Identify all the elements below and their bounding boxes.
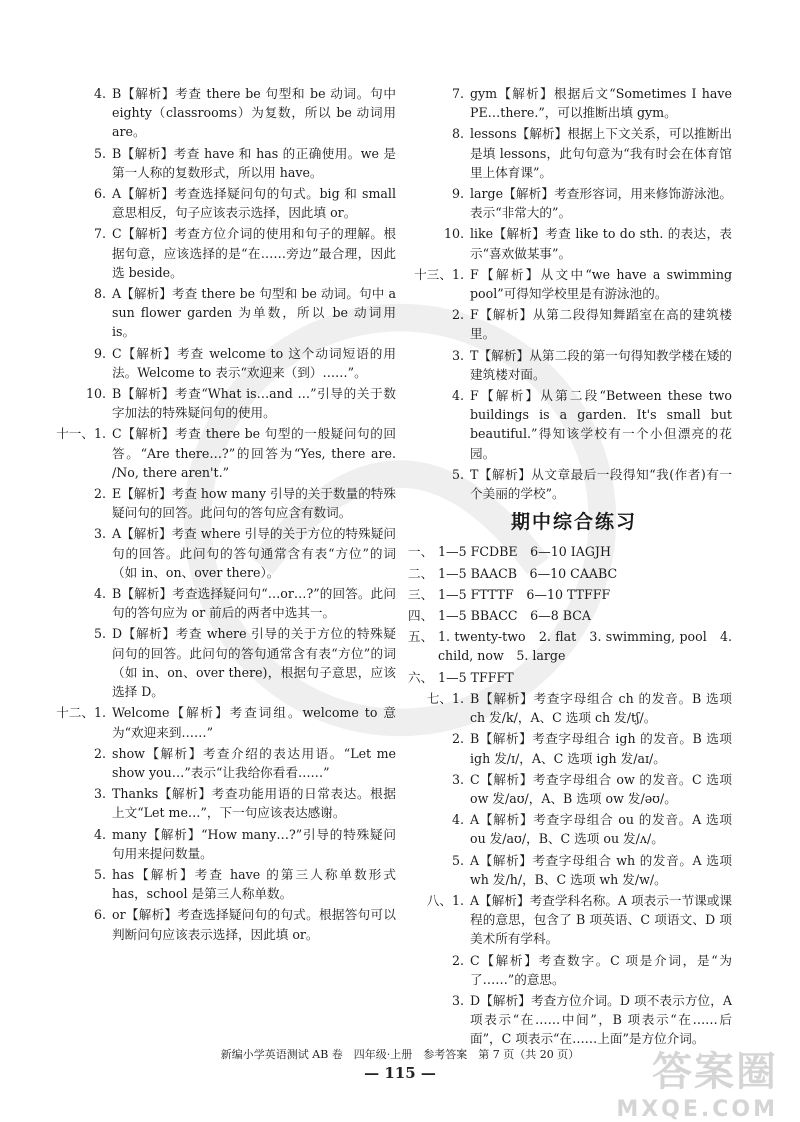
answer-item [416, 224, 732, 262]
item-text: many【解析】“How many…?”引导的特殊疑问句用来提问数量。 [112, 826, 396, 861]
answer-item [58, 284, 396, 342]
right-items-midterm-answers [416, 689, 732, 1049]
item-number: 3. [93, 786, 106, 802]
answer-item [58, 384, 396, 422]
answer-item [408, 564, 732, 583]
answer-item [58, 584, 396, 622]
watermark-url-text: MXQE.COM [616, 1097, 778, 1122]
answer-item [416, 810, 732, 848]
item-text: B【解析】考查 there be 句型和 be 动词。句中 eighty（classrooms）为复数，所以 be 动词用 are。 [112, 86, 396, 140]
item-text: A【解析】考查 there be 句型和 be 动词。句中 a sun flower garden 为单数，所以 be 动词用 is。 [112, 286, 396, 340]
item-text: 1—5 BAACB 6—10 CAABC [438, 565, 618, 581]
item-number: 3. [93, 526, 106, 542]
item-number: 5. [93, 145, 106, 161]
item-number: 十一、1. [56, 426, 106, 442]
item-text: show【解析】考查介绍的表达用语。“Let me show you…”表示“让我给你看看……” [112, 745, 396, 780]
answer-item [416, 124, 732, 182]
item-text: F【解析】从第二段得知舞蹈室在高的建筑楼里。 [470, 307, 732, 342]
answer-item [58, 624, 396, 701]
answer-item [416, 851, 732, 889]
answer-item [58, 784, 396, 822]
item-text: D【解析】考查方位介词。D 项不表示方位，A 项表示“在……中间”，B 项表示“在……后面”，C 项表示“在……上面”是方位介词。 [470, 992, 732, 1047]
item-text: F【解析】从文中“we have a swimming pool”可得知学校里是有游泳池的。 [470, 266, 732, 302]
answer-item [58, 184, 396, 222]
item-text: A【解析】考查 where 引导的关于方位的特殊疑问句的回答。此问句的答句通常含有表“方位”的词（如 in、on、over there）。 [112, 526, 396, 580]
item-text: 1—5 TFFFT [438, 669, 514, 685]
right-items-unit-answers [416, 84, 732, 503]
item-number: 4. [451, 812, 464, 828]
item-number: 六、 [408, 669, 434, 685]
item-text: E【解析】考查 how many 引导的关于数量的特殊疑问句的回答。此问句的答句应含有数词。 [112, 486, 396, 521]
item-number: 7. [93, 226, 106, 242]
item-text: D【解析】考查 where 引导的关于方位的特殊疑问句的回答。此问句的答句通常含有表“方位”的词（如 in、on、over there)，根据句子意思，应该选择 D。 [112, 626, 396, 700]
item-number: 三、 [408, 586, 434, 602]
item-text: B【解析】考查选择疑问句“…or…?”的回答。此问句的答句应为 or 前后的两者中选其一。 [112, 586, 396, 621]
item-number: 十二、1. [56, 705, 106, 721]
answer-item [58, 84, 396, 142]
item-text: 1—5 FCDBE 6—10 IAGJH [438, 544, 611, 560]
item-number: 3. [451, 771, 464, 787]
item-text: A【解析】考查字母组合 ou 的发音。A 选项 ou 发/aʊ/，B、C 选项 ou 发/ʌ/。 [470, 812, 732, 847]
answer-item [408, 542, 732, 561]
item-number: 7. [451, 86, 464, 101]
item-number: 5. [93, 866, 106, 882]
item-number: 5. [451, 466, 464, 482]
answer-item [416, 729, 732, 767]
answer-item [416, 184, 732, 222]
item-text: B【解析】考查 have 和 has 的正确使用。we 是第一人称的复数形式，所以用 have。 [112, 145, 396, 180]
item-number: 8. [451, 126, 464, 142]
item-text: B【解析】考查“What is…and …”引导的关于数字加法的特殊疑问句的使用。 [112, 386, 396, 421]
item-number: 10. [443, 226, 464, 242]
item-text: B【解析】考查字母组合 igh 的发音。B 选项 igh 发/ɪ/，A、C 选项 igh 发/aɪ/。 [470, 731, 732, 766]
item-text: C【解析】考查 welcome to 这个动词短语的用法。Welcome to 表示“欢迎来（到）……”。 [112, 345, 396, 380]
item-text: A【解析】考查学科名称。A 项表示一节课或课程的意思，包含了 B 项英语、C 项语文、D 项美术所有学科。 [470, 892, 732, 947]
item-text: T【解析】从第二段的第一句得知教学楼在矮的建筑楼对面。 [470, 347, 732, 382]
section-title: 期中综合练习 [510, 511, 637, 534]
item-text: T【解析】从文章最后一段得知“我(作者)有一个美丽的学校”。 [470, 466, 732, 502]
answer-item [416, 951, 732, 989]
page-number: — 115 — [364, 1064, 436, 1082]
item-number: 五、 [408, 629, 434, 645]
item-number: 3. [451, 992, 464, 1008]
item-number: 4. [93, 586, 106, 602]
item-number: 一、 [408, 544, 434, 560]
answer-item [416, 346, 732, 384]
item-number: 8. [93, 286, 106, 302]
item-text: 1. twenty-two 2. flat 3. swimming, pool 4. child, now 5. large [438, 629, 732, 664]
item-number: 四、 [408, 608, 434, 624]
item-number: 9. [93, 345, 106, 361]
answer-item [58, 703, 396, 741]
answer-item [416, 305, 732, 343]
item-text: C【解析】考查方位介词的使用和句子的理解。根据句意，应该选择的是“在……旁边”最合理，因此选 beside。 [112, 226, 396, 280]
answer-item [416, 891, 732, 949]
answer-item [58, 825, 396, 863]
answer-item [58, 865, 396, 903]
answer-item [408, 627, 732, 665]
item-number: 4. [93, 826, 106, 842]
answer-item [58, 484, 396, 522]
right-column [408, 84, 732, 1051]
answer-item [58, 905, 396, 943]
answer-item [408, 668, 732, 687]
answer-item [58, 744, 396, 782]
answer-item [408, 585, 732, 604]
answer-item [416, 265, 732, 303]
item-text: has【解析】考查 have 的第三人称单数形式 has，school 是第三人称单数。 [112, 866, 396, 902]
item-number: 2. [93, 486, 106, 502]
watermark-logo-text: 答案圈 [652, 1049, 778, 1095]
item-text: B【解析】考查字母组合 ch 的发音。B 选项 ch 发/k/，A、C 选项 ch 发/tʃ/。 [470, 690, 732, 726]
item-number: 2. [451, 952, 464, 968]
item-number: 6. [93, 907, 106, 923]
item-number: 9. [451, 186, 464, 202]
item-number: 八、1. [426, 892, 464, 908]
answer-item [416, 689, 732, 727]
left-column [58, 84, 396, 946]
item-text: C【解析】考查数字。C 项是介词，是“为了……”的意思。 [470, 952, 732, 987]
item-number: 5. [451, 852, 464, 868]
answer-item [58, 524, 396, 582]
item-text: like【解析】考查 like to do sth. 的表达，表示“喜欢做某事”。 [470, 226, 732, 261]
item-text: A【解析】考查选择疑问句的句式。big 和 small 意思相反，句子应该表示选择，因此填 or。 [112, 186, 396, 221]
site-watermark [598, 1040, 778, 1122]
item-number: 2. [451, 731, 464, 747]
answer-item [416, 84, 732, 122]
item-text: 1—5 BBACC 6—8 BCA [438, 608, 591, 624]
item-number: 3. [451, 347, 464, 363]
item-text: lessons【解析】根据上下文关系，可以推断出是填 lessons，此句句意为“我有时会在体育馆里上体育课”。 [470, 126, 732, 180]
answer-item [408, 606, 732, 625]
short-answers [408, 542, 732, 686]
item-text: or【解析】考查选择疑问句的句式。根据答句可以判断问句应该表示选择，因此填 or。 [112, 907, 396, 942]
item-text: 1—5 FTTTF 6—10 TTFFF [438, 586, 611, 602]
item-text: gym【解析】根据后文“Sometimes I have PE…there.”，可以推断出填 gym。 [470, 86, 732, 121]
answer-item [416, 465, 732, 503]
item-text: A【解析】考查字母组合 wh 的发音。A 选项 wh 发/h/，B、C 选项 wh 发/w/。 [470, 852, 732, 887]
item-number: 2. [93, 745, 106, 761]
item-number: 4. [451, 388, 464, 404]
page-footer: 新编小学英语测试 AB 卷 四年级·上册 参考答案 第 7 页（共 20 页） [220, 1048, 580, 1061]
item-text: C【解析】考查 there be 句型的一般疑问句的回答。“Are there…?”的回答为“Yes, there are. /No, there aren't.” [112, 426, 396, 480]
answer-item [58, 144, 396, 182]
item-number: 二、 [408, 565, 434, 581]
answer-item [58, 224, 396, 282]
answer-item [58, 344, 396, 382]
item-number: 2. [451, 307, 464, 323]
answer-item [416, 386, 732, 463]
item-number: 十三、1. [414, 266, 464, 282]
item-text: Thanks【解析】考查功能用语的日常表达。根据上文“Let me…”，下一句应该表达感谢。 [112, 786, 396, 821]
item-text: Welcome【解析】考查词组。welcome to 意为“欢迎来到……” [112, 705, 396, 740]
item-number: 5. [93, 626, 106, 642]
item-number: 七、1. [426, 690, 464, 706]
answer-item [416, 770, 732, 808]
item-number: 4. [93, 86, 106, 101]
item-text: F【解析】从第二段“Between these two buildings is a garden. It's small but beautiful.”得知该学校有一个小但漂亮的花园。 [470, 388, 732, 461]
item-number: 6. [93, 186, 106, 202]
item-text: C【解析】考查字母组合 ow 的发音。C 选项 ow 发/aʊ/，A、B 选项 ow 发/əʊ/。 [470, 771, 732, 806]
answer-item [58, 424, 396, 482]
item-text: large【解析】考查形容词，用来修饰游泳池。表示“非常大的”。 [470, 186, 732, 221]
item-number: 10. [85, 386, 106, 402]
